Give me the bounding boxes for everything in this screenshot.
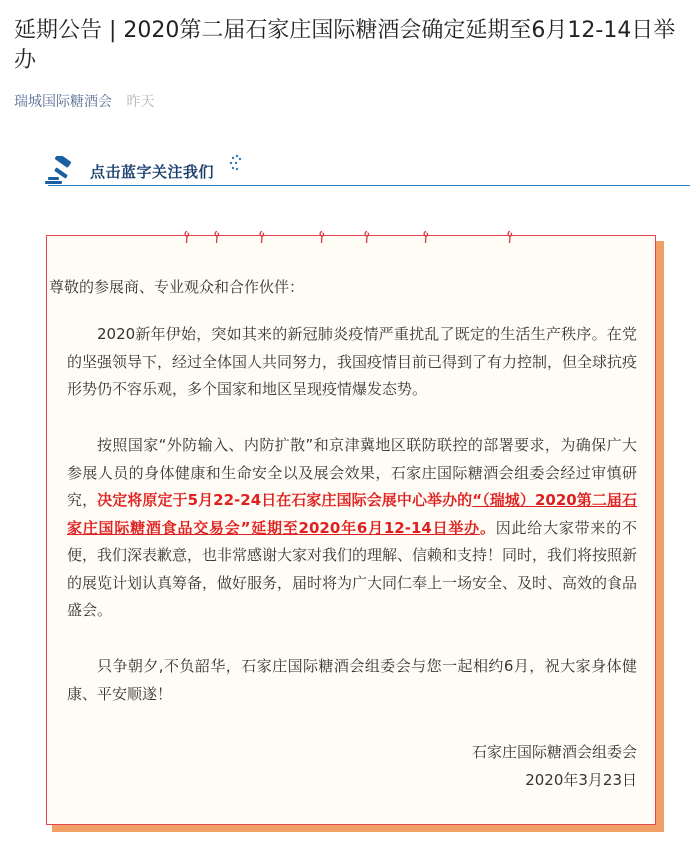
- follow-underline: [48, 185, 690, 186]
- binder-ring-icon: [363, 230, 371, 244]
- article-title: 延期公告 | 2020第二届石家庄国际糖酒会确定延期至6月12-14日举办: [14, 18, 676, 73]
- binder-ring-icon: [183, 230, 191, 244]
- binder-ring-icon: [213, 230, 221, 244]
- account-name-link[interactable]: 瑞城国际糖酒会: [14, 94, 112, 110]
- binder-ring-icon: [506, 230, 514, 244]
- paragraph-2-outro: 因此给大家带来的不便，我们深表歉意，也非常感谢大家对我们的理解、信赖和支持！同时，我们将按照新的展览计划认真筹备，做好服务，届时将为广大同仁奉上一场安全、及时、高效的食品盛会。: [67, 518, 638, 619]
- letter-paragraph-2: [67, 432, 637, 625]
- binder-ring-icon: [318, 230, 326, 244]
- binder-ring-icon: [258, 230, 266, 244]
- paragraph-2-intro: 按照国家“外防输入、内防扩散”和京津冀地区联防联控的部署要求，为确保广大参展人员的身体健康和生命安全以及展会效果，石家庄国际糖酒会组委会经过审慎研究，: [67, 436, 637, 509]
- follow-prompt-text: 点击蓝字关注我们: [90, 163, 215, 181]
- binder-rings: [47, 230, 657, 246]
- postponement-highlight-end: 。: [479, 518, 496, 537]
- follow-banner[interactable]: [44, 154, 690, 186]
- signature-organization: 石家庄国际糖酒会组委会: [471, 743, 637, 761]
- letter-paragraph-3: 只争朝夕,不负韶华，石家庄国际糖酒会组委会与您一起相约6月，祝大家身体健康、平安顺遂！: [67, 657, 637, 703]
- article-meta: [14, 92, 154, 112]
- sparkle-dots-icon: [228, 154, 242, 172]
- postponement-highlight-underlined: “（瑞城）2020第二届石家庄国际糖酒食品交易会”延期至2020年6月12-14日举办: [67, 491, 637, 537]
- gavel-icon: [44, 156, 78, 186]
- letter-salutation: 尊敬的参展商、专业观众和合作伙伴：: [49, 278, 305, 296]
- postponement-highlight: 决定将原定于5月22-24日在石家庄国际会展中心举办的: [97, 491, 473, 509]
- binder-ring-icon: [422, 230, 430, 244]
- publish-time: 昨天: [126, 94, 155, 110]
- announcement-letter: [46, 235, 656, 825]
- letter-paragraph-1: 2020新年伊始，突如其来的新冠肺炎疫情严重扰乱了既定的生活生产秩序。在党的坚强领导下，经过全体国人共同努力，我国疫情目前已得到了有力控制，但全球抗疫形势仍不容乐观，多个国家和地区呈现疫情爆发态势。: [67, 325, 638, 398]
- signature-date: 2020年3月23日: [525, 771, 637, 789]
